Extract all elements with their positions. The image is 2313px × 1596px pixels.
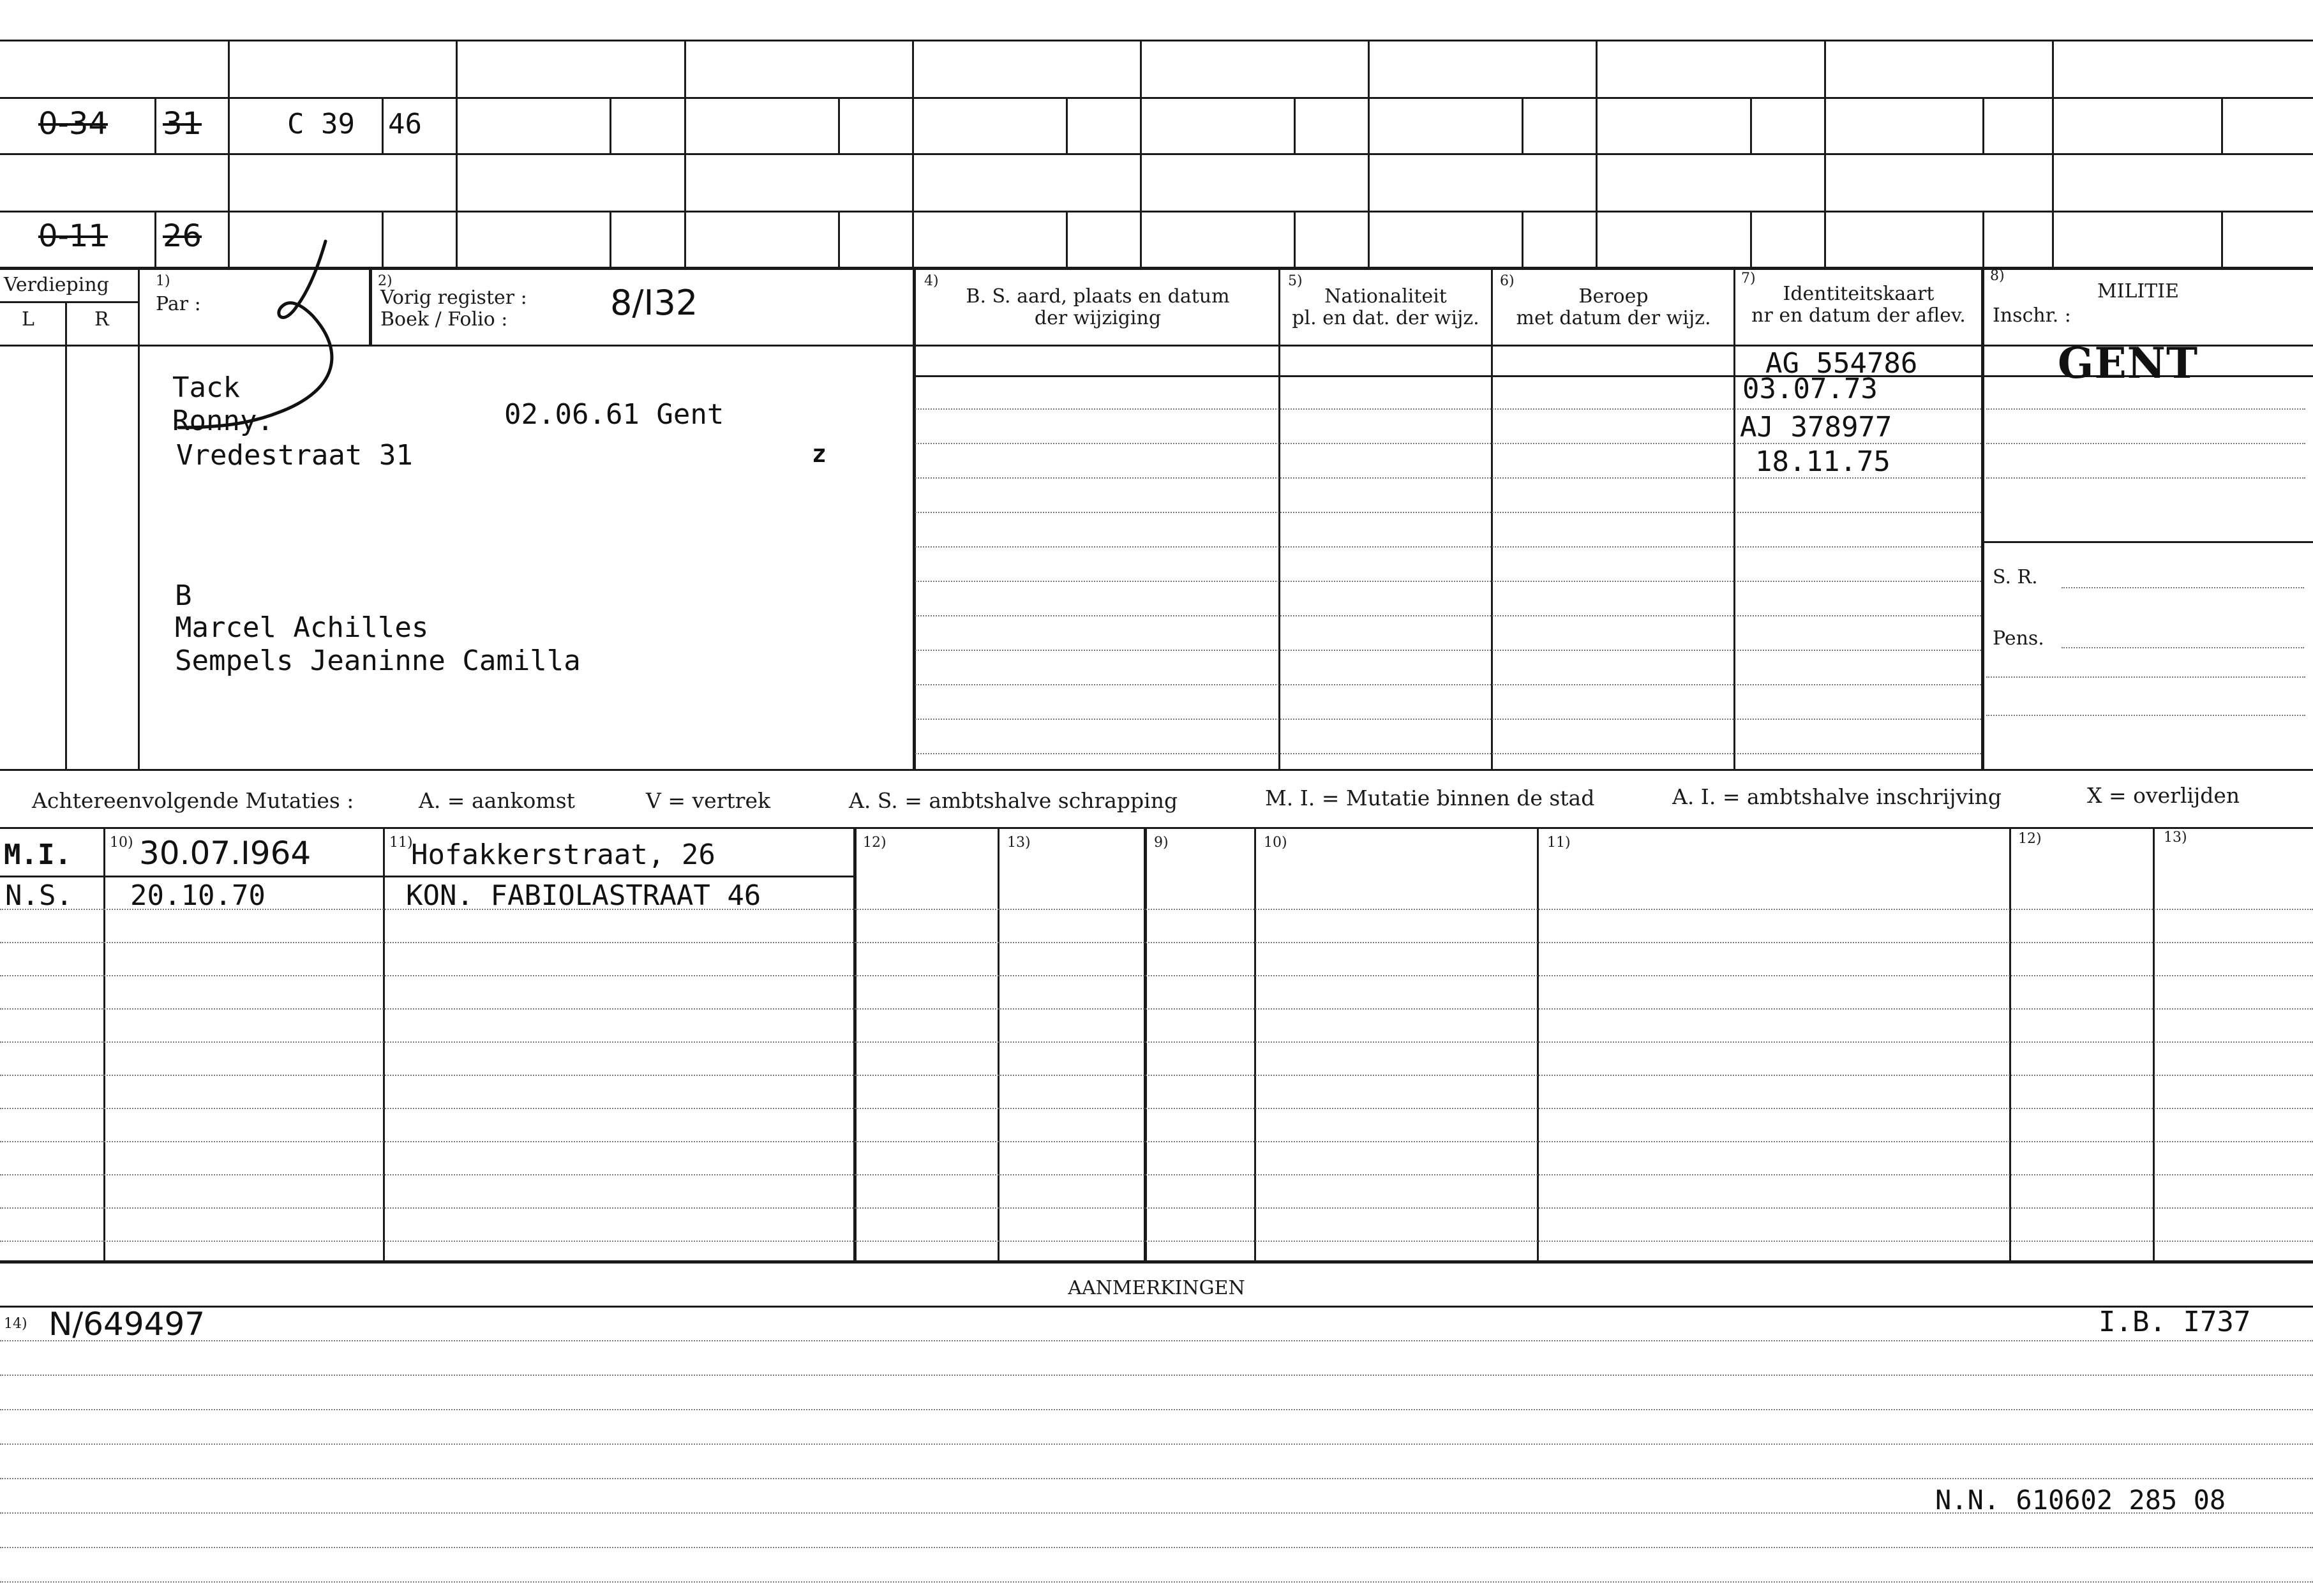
col-number: 1) bbox=[156, 273, 170, 289]
remarks-note: N/649497 bbox=[49, 1306, 206, 1343]
col-number: 9) bbox=[1154, 835, 1169, 851]
firstname: Ronny. bbox=[172, 405, 274, 437]
parents-code: B bbox=[175, 579, 192, 612]
col-number: 12) bbox=[863, 835, 887, 851]
sr-label: S. R. bbox=[1993, 566, 2038, 588]
register-value: 0-34 bbox=[38, 106, 108, 142]
par-label: Par : bbox=[156, 293, 201, 315]
legend-x: X = overlijden bbox=[2087, 783, 2240, 808]
col-number: 14) bbox=[4, 1316, 27, 1332]
rule bbox=[0, 876, 853, 877]
col-number: 10) bbox=[1264, 835, 1287, 851]
rule bbox=[0, 40, 2313, 41]
militie-title: MILITIE bbox=[2097, 280, 2180, 302]
col-number: 4) bbox=[924, 273, 939, 289]
col-number: 7) bbox=[1741, 271, 1756, 287]
legend-mi: M. I. = Mutatie binnen de stad bbox=[1265, 786, 1595, 810]
inschr-label: Inschr. : bbox=[1993, 304, 2071, 327]
col-number: 6) bbox=[1500, 273, 1515, 289]
handwritten-stroke bbox=[153, 236, 364, 447]
register-value: 0-11 bbox=[38, 218, 108, 254]
rule bbox=[0, 1260, 2313, 1264]
nationality-header-line1: Nationaliteit bbox=[1324, 285, 1447, 308]
bs-header-line2: der wijziging bbox=[1034, 307, 1162, 329]
mutation-address: Hofakkerstraat, 26 bbox=[411, 839, 715, 871]
militia-stamp: GENT bbox=[2058, 338, 2199, 388]
rule bbox=[0, 153, 2313, 155]
id-card-header-line2: nr en datum der aflev. bbox=[1751, 304, 1966, 327]
nationality-header-line2: pl. en dat. der wijz. bbox=[1292, 307, 1479, 329]
bs-header-line1: B. S. aard, plaats en datum bbox=[966, 285, 1230, 308]
col-number: 11) bbox=[389, 835, 413, 851]
col-number: 5) bbox=[1288, 273, 1303, 289]
mutation-address: KON. FABIOLASTRAAT 46 bbox=[406, 879, 761, 912]
id-card-number: AG 554786 bbox=[1765, 347, 1918, 380]
right-label: R bbox=[94, 308, 109, 331]
vorig-register-value: 8/I32 bbox=[610, 283, 698, 323]
legend-as: A. S. = ambtshalve schrapping bbox=[849, 788, 1178, 813]
col-number: 8) bbox=[1990, 268, 2005, 284]
rule bbox=[0, 769, 2313, 771]
id-card-number: AJ 378977 bbox=[1740, 411, 1892, 444]
surname: Tack bbox=[172, 371, 240, 404]
col-number: 2) bbox=[378, 273, 393, 289]
id-card-header-line1: Identiteitskaart bbox=[1783, 283, 1935, 305]
col-number: 13) bbox=[1007, 835, 1031, 851]
beroep-header-line2: met datum der wijz. bbox=[1516, 307, 1711, 329]
boek-folio-label: Boek / Folio : bbox=[380, 308, 508, 331]
mother-name: Sempels Jeaninne Camilla bbox=[175, 645, 581, 677]
remarks-title: AANMERKINGEN bbox=[1068, 1277, 1245, 1299]
rule bbox=[0, 97, 2313, 99]
national-number: N.N. 610602 285 08 bbox=[1935, 1484, 2226, 1516]
rule bbox=[0, 827, 2313, 829]
birth-date-place: 02.06.61 Gent bbox=[504, 398, 724, 431]
register-value: 26 bbox=[163, 218, 202, 254]
register-value: C 39 bbox=[287, 108, 355, 140]
id-card-date: 18.11.75 bbox=[1755, 445, 1890, 478]
marker: z bbox=[812, 440, 827, 468]
col-number: 12) bbox=[2018, 831, 2042, 847]
remarks-ib: I.B. I737 bbox=[2099, 1306, 2251, 1338]
legend-a: A. = aankomst bbox=[419, 788, 575, 813]
verdieping-label: Verdieping bbox=[4, 274, 109, 296]
father-name: Marcel Achilles bbox=[175, 611, 429, 644]
mutation-type: N.S. bbox=[5, 879, 73, 912]
mutation-date: 30.07.I964 bbox=[139, 835, 311, 872]
col-number: 13) bbox=[2164, 830, 2187, 846]
mutations-legend-title: Achtereenvolgende Mutaties : bbox=[32, 788, 354, 813]
col-number: 11) bbox=[1547, 835, 1571, 851]
legend-ai: A. I. = ambtshalve inschrijving bbox=[1672, 784, 2002, 809]
mutation-type: M.I. bbox=[4, 839, 71, 871]
vorig-register-label: Vorig register : bbox=[380, 287, 527, 309]
rule bbox=[0, 211, 2313, 213]
id-card-date: 03.07.73 bbox=[1742, 373, 1878, 405]
col-number: 10) bbox=[110, 835, 133, 851]
register-value: 31 bbox=[163, 106, 202, 142]
beroep-header-line1: Beroep bbox=[1578, 285, 1649, 308]
left-label: L bbox=[22, 308, 34, 331]
rule bbox=[1984, 541, 2313, 543]
register-value: 46 bbox=[388, 108, 422, 140]
pens-label: Pens. bbox=[1993, 627, 2044, 650]
mutation-date: 20.10.70 bbox=[130, 879, 266, 912]
rule bbox=[0, 1306, 2313, 1308]
street-address: Vredestraat 31 bbox=[176, 439, 413, 472]
legend-v: V = vertrek bbox=[646, 788, 770, 813]
